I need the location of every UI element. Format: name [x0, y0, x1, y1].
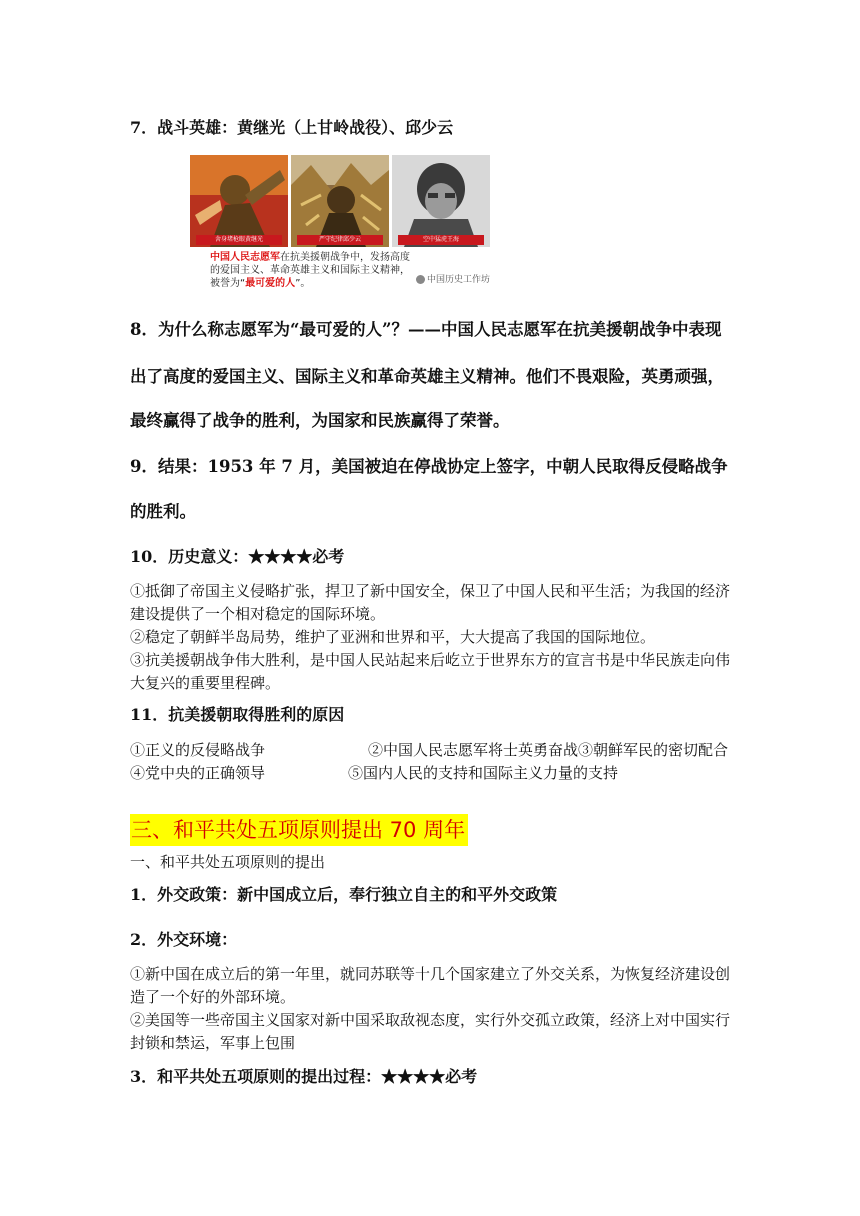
reason-1: ①正义的反侵略战争 [130, 741, 266, 759]
s3-item-1: 1．外交政策：新中国成立后，奉行独立自主的和平外交政策 [130, 885, 558, 904]
figure-text-1: 在抗美援朝战争中，发扬高度 [280, 252, 410, 263]
hero-photo-huang-jiguang [190, 155, 288, 247]
item-10-para-1: ①抵御了帝国主义侵略扩张，捍卫了新中国安全，保卫了中国人民和平生活；为我国的经济建设提供了一个相对稳定的国际环境。 [130, 582, 731, 623]
subsection-title: 一、和平共处五项原则的提出 [130, 853, 326, 871]
photo-caption-3: 空中猛虎王海 [398, 235, 484, 245]
section-3-heading: 三、和平共处五项原则提出 70 周年 [130, 814, 468, 846]
item-10-title: 10．历史意义：★★★★必考 [130, 547, 345, 566]
s3-item-2-para-2: ②美国等一些帝国主义国家对新中国采取敌视态度，实行外交孤立政策，经济上对中国实行封锁和禁运，军事上包围 [130, 1011, 731, 1052]
item-7-heroes: 7．战斗英雄：黄继光（上甘岭战役）、邱少云 [130, 118, 454, 137]
reasons-row-2 [130, 762, 730, 785]
figure-text-4: ”。 [295, 278, 311, 289]
item-10-para-2: ②稳定了朝鲜半岛局势，维护了亚洲和世界和平，大大提高了我国的国际地位。 [130, 628, 656, 646]
s3-item-2: 2．外交环境： [130, 930, 238, 949]
photo-caption-1: 舍身堵枪眼黄继光 [196, 235, 282, 245]
hero-photo-qiu-shaoyun [291, 155, 389, 247]
reason-5: ⑤国内人民的支持和国际主义力量的支持 [348, 764, 619, 782]
reason-2-3: ②中国人民志愿军将士英勇奋战③朝鲜军民的密切配合 [368, 741, 729, 759]
photo-caption-2: 严守纪律邱少云 [297, 235, 383, 245]
figure-text-2: 的爱国主义、革命英雄主义和国际主义精神， [210, 265, 410, 276]
figure-text-3: 被誉为“ [210, 278, 246, 289]
item-11-reasons [130, 739, 730, 785]
wechat-icon [416, 275, 425, 284]
item-8-line-1: 8．为什么称志愿军为“最可爱的人”？——中国人民志愿军在抗美援朝战争中表现 [130, 320, 722, 339]
watermark [416, 272, 490, 285]
item-9-line-1: 9．结果：1953 年 7 月，美国被迫在停战协定上签字，中朝人民取得反侵略战争 [130, 457, 728, 476]
reasons-row-1 [130, 739, 730, 762]
figure-text [210, 251, 410, 290]
figure-text-red-2: 最可爱的人 [245, 278, 296, 289]
item-8-line-3: 最终赢得了战争的胜利，为国家和民族赢得了荣誉。 [130, 411, 510, 430]
figure-text-red-1: 中国人民志愿军 [210, 252, 280, 263]
item-10-para-3: ③抗美援朝战争伟大胜利，是中国人民站起来后屹立于世界东方的宣言书是中华民族走向伟大复兴的重要里程碑。 [130, 651, 731, 692]
reason-4: ④党中央的正确领导 [130, 764, 266, 782]
s3-item-2-para-1: ①新中国在成立后的第一年里，就同苏联等十几个国家建立了外交关系，为恢复经济建设创造了一个好的外部环境。 [130, 965, 731, 1006]
item-9-line-2: 的胜利。 [130, 502, 196, 521]
item-8-line-2: 出了高度的爱国主义、国际主义和革命英雄主义精神。他们不畏艰险，英勇顽强， [130, 367, 724, 386]
hero-photo-pilot [392, 155, 490, 247]
item-11-title: 11．抗美援朝取得胜利的原因 [130, 705, 345, 724]
s3-item-3: 3．和平共处五项原则的提出过程：★★★★必考 [130, 1067, 478, 1086]
heroes-figure [190, 155, 490, 297]
watermark-text: 中国历史工作坊 [427, 275, 491, 285]
